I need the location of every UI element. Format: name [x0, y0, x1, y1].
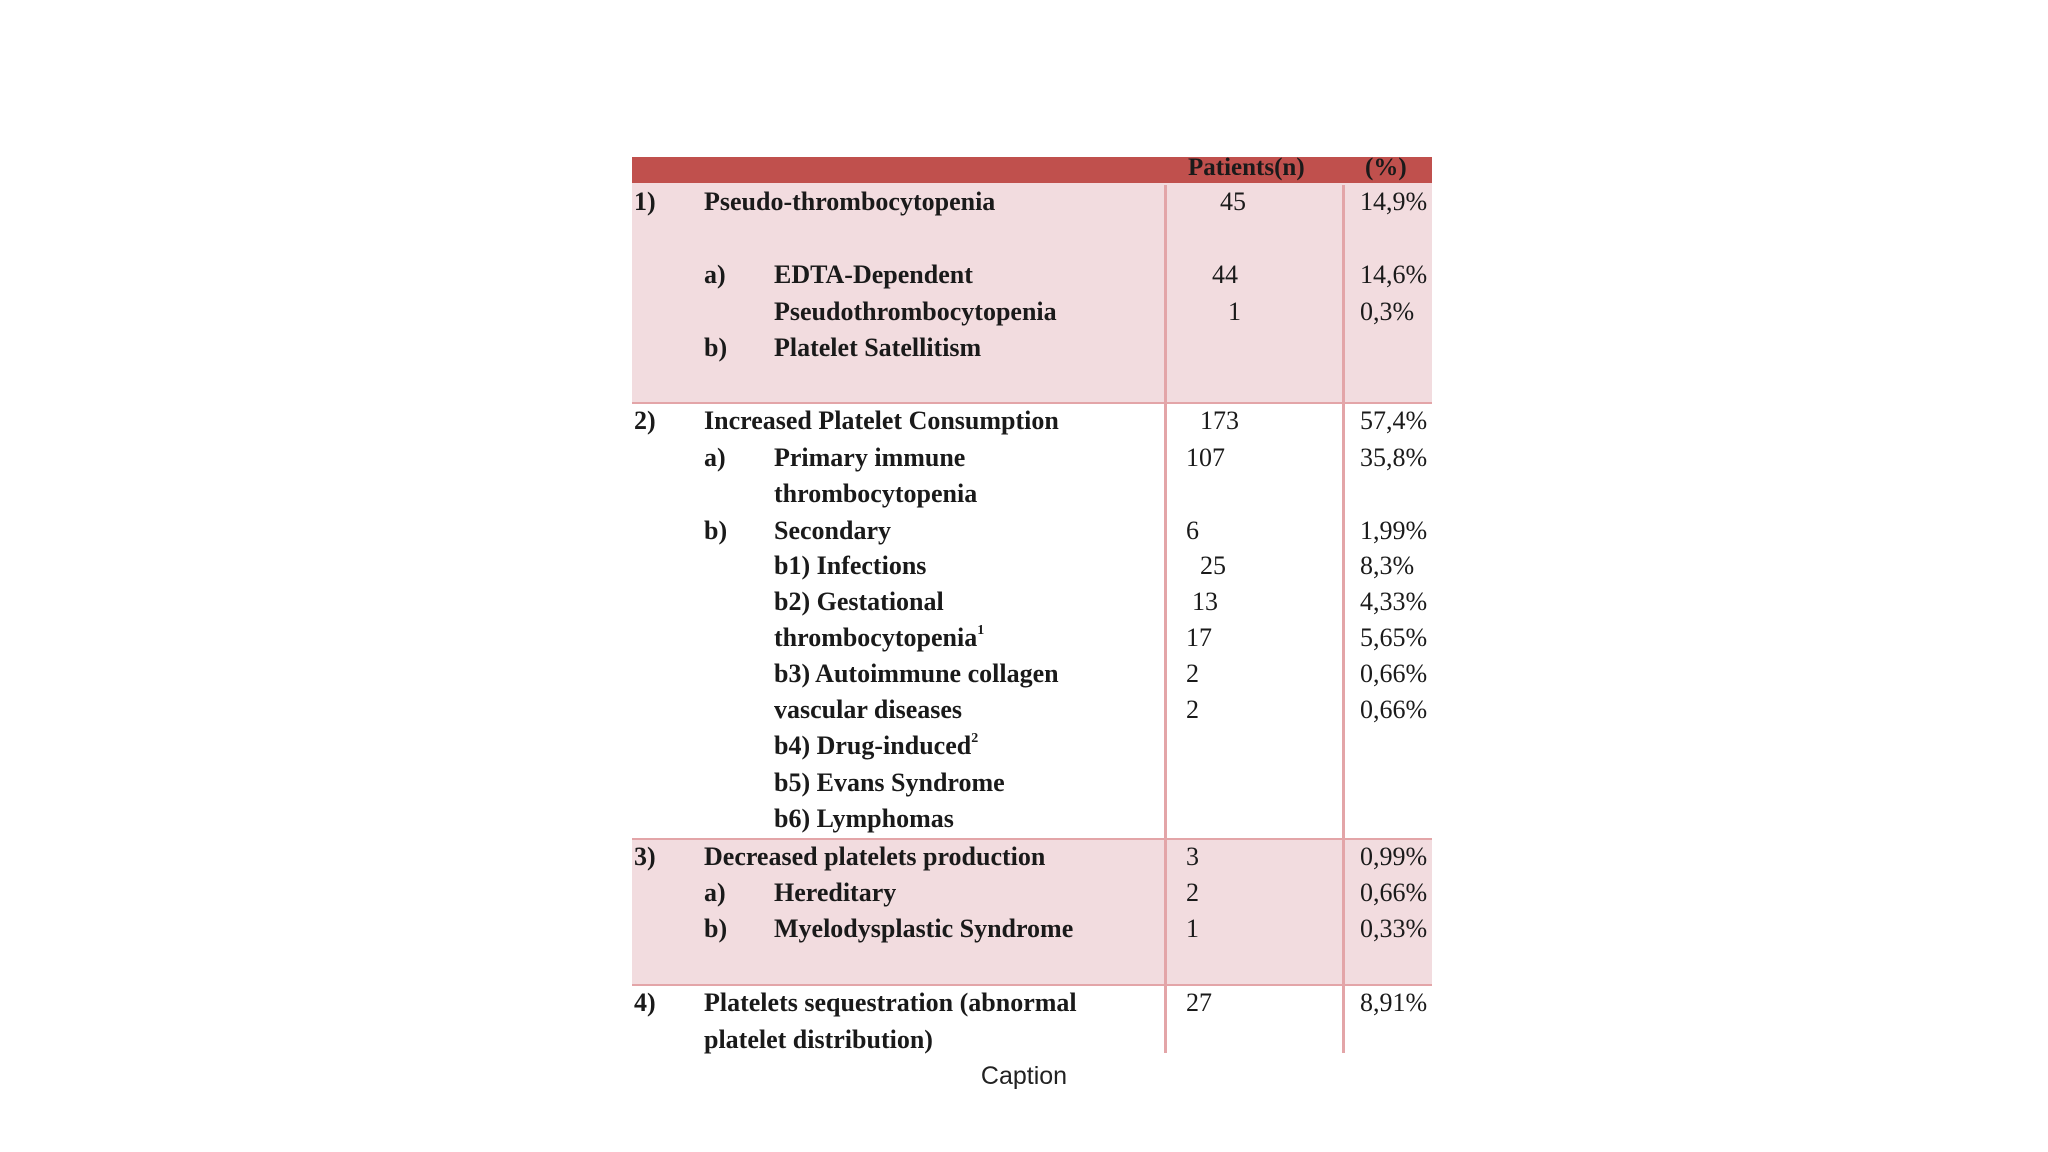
row-patients: 17	[1186, 623, 1212, 652]
table-row	[632, 585, 1432, 619]
row-sub-letter: a)	[704, 260, 726, 289]
row-label: b1) Infections	[774, 551, 927, 580]
row-patients: 25	[1200, 551, 1226, 580]
table-row	[632, 693, 1432, 727]
table-row	[632, 404, 1432, 438]
table-row	[632, 912, 1432, 946]
row-label: Platelet Satellitism	[774, 333, 982, 362]
row-patients: 44	[1212, 260, 1238, 289]
header-percent: (%)	[1365, 154, 1407, 181]
table-row	[632, 840, 1432, 874]
row-patients: 6	[1186, 516, 1199, 545]
table-row	[632, 729, 1432, 763]
row-percent: 14,6%	[1360, 260, 1428, 289]
row-patients: 1	[1228, 297, 1241, 326]
row-label: Pseudo-thrombocytopenia	[704, 187, 996, 216]
row-patients: 13	[1192, 587, 1218, 616]
row-percent: 0,66%	[1360, 695, 1428, 724]
row-patients: 2	[1186, 695, 1199, 724]
row-label: Primary immune	[774, 443, 966, 472]
table-row	[632, 185, 1432, 219]
row-label: b4) Drug-induced	[774, 731, 972, 760]
row-percent: 8,3%	[1360, 551, 1415, 580]
row-label: b5) Evans Syndrome	[774, 768, 1005, 797]
row-percent: 5,65%	[1360, 623, 1428, 652]
footnote-marker: 2	[971, 731, 979, 746]
row-percent: 0,3%	[1360, 297, 1415, 326]
table-row	[632, 876, 1432, 910]
row-patients: 27	[1186, 988, 1212, 1017]
row-percent: 0,99%	[1360, 842, 1428, 871]
row-label: Secondary	[774, 516, 891, 545]
row-percent: 0,66%	[1360, 878, 1428, 907]
table-row	[632, 258, 1432, 292]
row-percent: 0,33%	[1360, 914, 1428, 943]
row-label: Hereditary	[774, 878, 897, 907]
row-patients: 1	[1186, 914, 1199, 943]
row-sub-letter: a)	[704, 443, 726, 472]
row-sub-letter: b)	[704, 516, 728, 545]
row-percent: 0,66%	[1360, 659, 1428, 688]
table-row	[632, 766, 1432, 800]
row-label: b6) Lymphomas	[774, 804, 954, 833]
table-row	[632, 802, 1432, 836]
table-row	[632, 514, 1432, 548]
row-label: thrombocytopenia	[774, 623, 978, 652]
row-label: b2) Gestational	[774, 587, 944, 616]
row-percent: 57,4%	[1360, 406, 1428, 435]
table-row	[632, 621, 1432, 655]
row-percent: 8,91%	[1360, 988, 1428, 1017]
row-label: EDTA-Dependent	[774, 260, 973, 289]
row-label: thrombocytopenia	[774, 479, 978, 508]
table-row	[632, 657, 1432, 691]
row-number: 3)	[634, 842, 656, 871]
caption: Caption	[980, 1062, 1068, 1090]
row-label: Pseudothrombocytopenia	[774, 297, 1057, 326]
row-sub-letter: b)	[704, 914, 728, 943]
table-row	[632, 549, 1432, 583]
row-percent: 35,8%	[1360, 443, 1428, 472]
row-sub-letter: b)	[704, 333, 728, 362]
table-row	[632, 1023, 1432, 1057]
row-patients: 2	[1186, 878, 1199, 907]
row-sub-letter: a)	[704, 878, 726, 907]
row-label: Decreased platelets production	[704, 842, 1046, 871]
row-label: vascular diseases	[774, 695, 963, 724]
header-patients: Patients(n)	[1188, 154, 1305, 181]
table-row	[632, 331, 1432, 365]
row-patients: 45	[1220, 187, 1246, 216]
row-number: 2)	[634, 406, 656, 435]
row-label: b3) Autoimmune collagen	[774, 659, 1059, 688]
row-percent: 1,99%	[1360, 516, 1428, 545]
row-percent: 4,33%	[1360, 587, 1428, 616]
row-patients: 3	[1186, 842, 1199, 871]
row-patients: 2	[1186, 659, 1199, 688]
footnote-marker: 1	[977, 623, 985, 638]
header-band	[632, 157, 1432, 183]
row-number: 1)	[634, 187, 656, 216]
row-number: 4)	[634, 988, 656, 1017]
row-label: platelet distribution)	[704, 1025, 933, 1054]
row-patients: 173	[1200, 406, 1239, 435]
row-label: Myelodysplastic Syndrome	[774, 914, 1074, 943]
table-image	[632, 154, 1432, 1054]
row-label: Platelets sequestration (abnormal	[704, 988, 1077, 1017]
row-label: Increased Platelet Consumption	[704, 406, 1059, 435]
row-patients: 107	[1186, 443, 1225, 472]
table-row	[632, 986, 1432, 1020]
table-row	[632, 441, 1432, 475]
row-label-with-footnote	[774, 621, 984, 655]
row-percent: 14,9%	[1360, 187, 1428, 216]
row-label-with-footnote	[774, 729, 978, 763]
table-row	[632, 295, 1432, 329]
table-row	[632, 477, 1432, 511]
